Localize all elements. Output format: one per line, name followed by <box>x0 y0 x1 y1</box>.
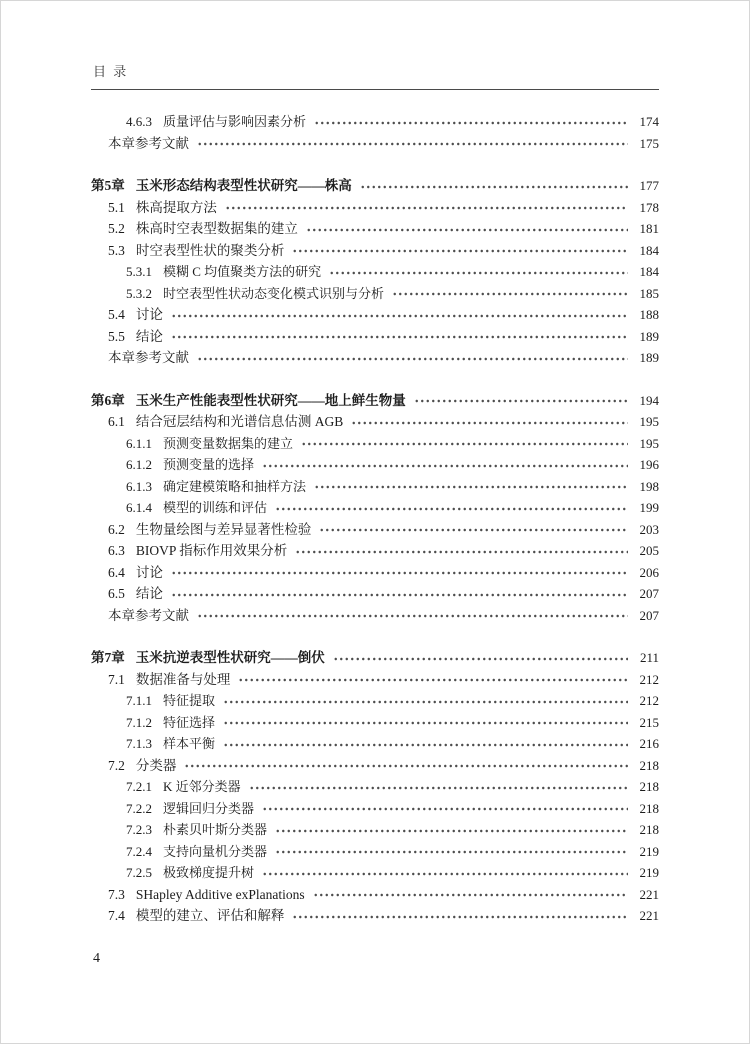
entry-page-number: 178 <box>639 199 659 215</box>
toc-chapter-entry <box>91 175 659 197</box>
entry-number: 6.2 <box>108 521 125 537</box>
entry-title: 结论 <box>135 586 163 601</box>
toc-entry <box>91 133 659 155</box>
entry-page-number: 206 <box>639 564 659 580</box>
entry-page-number: 207 <box>639 586 659 601</box>
entry-title: 玉米形态结构表型性状研究——株高 <box>135 178 352 193</box>
dot-leader <box>319 523 628 535</box>
toc-list <box>91 111 659 927</box>
toc-entry <box>91 905 659 927</box>
entry-page-number: 218 <box>639 757 659 773</box>
dot-leader <box>314 480 628 492</box>
entry-title: BIOVP 指标作用效果分析 <box>135 543 288 558</box>
entry-title: 支持向量机分类器 <box>163 843 268 859</box>
entry-number: 7.2.2 <box>126 800 152 816</box>
dot-leader <box>313 888 628 900</box>
toc-entry <box>91 776 659 798</box>
toc-entry <box>91 562 659 584</box>
entry-number: 第6章 <box>91 392 125 408</box>
entry-number: 7.1.3 <box>126 736 152 751</box>
entry-number: 5.3.2 <box>126 285 152 301</box>
dot-leader <box>249 781 628 793</box>
dot-leader <box>333 652 628 664</box>
entry-number: 7.1 <box>108 671 125 687</box>
toc-entry <box>91 197 659 219</box>
entry-number: 5.1 <box>108 199 125 215</box>
toc-entry <box>91 218 659 240</box>
entry-page-number: 212 <box>639 693 659 708</box>
entry-page-number: 216 <box>639 736 659 751</box>
toc-entry <box>91 283 659 305</box>
dot-leader <box>184 759 628 771</box>
entry-number: 6.1.3 <box>126 478 152 494</box>
toc-title: 目 录 <box>93 64 129 79</box>
toc-entry <box>91 712 659 734</box>
entry-title: 结合冠层结构和光谱信息估测 AGB <box>135 414 344 429</box>
dot-leader <box>262 802 628 814</box>
toc-entry <box>91 819 659 841</box>
dot-leader <box>414 394 628 406</box>
entry-page-number: 198 <box>639 478 659 494</box>
entry-page-number: 205 <box>639 543 659 558</box>
dot-leader <box>275 824 628 836</box>
toc-entry <box>91 111 659 133</box>
dot-leader <box>197 609 628 621</box>
toc-entry <box>91 497 659 519</box>
entry-title: 特征提取 <box>163 693 216 708</box>
dot-leader <box>292 244 628 256</box>
dot-leader <box>197 137 628 149</box>
entry-page-number: 189 <box>639 350 659 365</box>
dot-leader <box>238 673 628 685</box>
toc-entry <box>91 690 659 712</box>
dot-leader <box>295 545 628 557</box>
entry-title: 结论 <box>135 328 163 344</box>
entry-number: 7.1.1 <box>126 693 152 708</box>
entry-title: 预测变量数据集的建立 <box>163 435 294 451</box>
dot-leader <box>314 116 628 128</box>
toc-content <box>91 61 659 927</box>
entry-title: K 近邻分类器 <box>163 779 241 794</box>
entry-page-number: 207 <box>639 607 659 623</box>
entry-title: 模糊 C 均值聚类方法的研究 <box>163 264 322 279</box>
dot-leader <box>171 309 628 321</box>
entry-number: 7.2.1 <box>126 779 152 794</box>
entry-page-number: 196 <box>639 457 659 472</box>
entry-page-number: 175 <box>639 135 659 151</box>
entry-number: 5.4 <box>108 307 125 322</box>
entry-title: 预测变量的选择 <box>163 457 255 472</box>
toc-entry <box>91 733 659 755</box>
toc-entry <box>91 433 659 455</box>
dot-leader <box>262 867 628 879</box>
entry-title: 本章参考文献 <box>108 135 189 151</box>
entry-title: 本章参考文献 <box>108 350 189 365</box>
entry-page-number: 199 <box>639 500 659 515</box>
toc-entry <box>91 261 659 283</box>
entry-number: 6.1.1 <box>126 435 152 451</box>
entry-page-number: 218 <box>639 822 659 837</box>
entry-title: 特征选择 <box>163 714 216 730</box>
toc-entry <box>91 347 659 369</box>
entry-number: 7.1.2 <box>126 714 152 730</box>
entry-page-number: 212 <box>639 671 659 687</box>
entry-number: 6.1.4 <box>126 500 152 515</box>
dot-leader <box>351 416 628 428</box>
entry-title: 模型的建立、评估和解释 <box>135 908 285 923</box>
toc-entry <box>91 884 659 906</box>
toc-entry <box>91 326 659 348</box>
entry-title: 玉米抗逆表型性状研究——倒伏 <box>135 650 325 665</box>
entry-page-number: 184 <box>639 242 659 258</box>
entry-page-number: 203 <box>639 521 659 537</box>
entry-title: 分类器 <box>135 757 177 773</box>
toc-entry <box>91 755 659 777</box>
entry-number: 5.3 <box>108 242 125 258</box>
entry-title: 确定建模策略和抽样方法 <box>163 478 307 494</box>
toc-entry <box>91 583 659 605</box>
dot-leader <box>301 437 628 449</box>
dot-leader <box>223 695 628 707</box>
toc-chapter-entry <box>91 390 659 412</box>
dot-leader <box>306 223 628 235</box>
entry-number: 5.2 <box>108 221 125 236</box>
entry-page-number: 184 <box>639 264 659 279</box>
entry-title: 本章参考文献 <box>108 607 189 623</box>
entry-page-number: 218 <box>639 800 659 816</box>
entry-page-number: 195 <box>639 414 659 429</box>
entry-page-number: 189 <box>639 328 659 344</box>
entry-number: 6.3 <box>108 543 125 558</box>
entry-title: 样本平衡 <box>163 736 216 751</box>
entry-title: 逻辑回归分类器 <box>163 800 255 816</box>
toc-entry <box>91 519 659 541</box>
dot-leader <box>275 502 628 514</box>
entry-title: 时空表型性状动态变化模式识别与分析 <box>163 285 385 301</box>
entry-number: 7.2 <box>108 757 125 773</box>
toc-entry <box>91 841 659 863</box>
dot-leader <box>197 352 628 364</box>
dot-leader <box>292 910 628 922</box>
dot-leader <box>360 180 628 192</box>
entry-number: 4.6.3 <box>126 114 152 129</box>
toc-chapter-entry <box>91 647 659 669</box>
entry-title: 株高时空表型数据集的建立 <box>135 221 298 236</box>
entry-number: 6.1 <box>108 414 125 429</box>
dot-leader <box>275 845 628 857</box>
entry-number: 7.2.3 <box>126 822 152 837</box>
entry-page-number: 181 <box>639 221 659 236</box>
dot-leader <box>171 330 628 342</box>
toc-entry <box>91 862 659 884</box>
entry-page-number: 185 <box>639 285 659 301</box>
entry-page-number: 188 <box>639 307 659 322</box>
entry-number: 7.2.4 <box>126 843 152 859</box>
entry-title: 讨论 <box>135 307 163 322</box>
entry-title: 玉米生产性能表型性状研究——地上鲜生物量 <box>135 392 406 408</box>
entry-title: 株高提取方法 <box>135 199 217 215</box>
entry-page-number: 219 <box>639 843 659 859</box>
toc-entry <box>91 411 659 433</box>
toc-entry <box>91 476 659 498</box>
entry-title: 时空表型性状的聚类分析 <box>135 242 285 258</box>
entry-number: 6.5 <box>108 586 125 601</box>
entry-number: 6.1.2 <box>126 457 152 472</box>
dot-leader <box>329 266 628 278</box>
entry-number: 第5章 <box>91 178 125 193</box>
dot-leader <box>262 459 628 471</box>
footer-page-number: 4 <box>93 951 100 966</box>
entry-page-number: 221 <box>639 908 659 923</box>
entry-page-number: 174 <box>639 114 659 129</box>
entry-title: 朴素贝叶斯分类器 <box>163 822 268 837</box>
entry-number: 5.5 <box>108 328 125 344</box>
dot-leader <box>225 201 628 213</box>
entry-title: 数据准备与处理 <box>135 671 231 687</box>
entry-page-number: 195 <box>639 435 659 451</box>
entry-page-number: 215 <box>639 714 659 730</box>
dot-leader <box>171 566 628 578</box>
entry-title: SHapley Additive exPlanations <box>135 886 305 902</box>
toc-entry <box>91 240 659 262</box>
entry-number: 6.4 <box>108 564 125 580</box>
entry-page-number: 194 <box>639 392 659 408</box>
entry-page-number: 221 <box>639 886 659 902</box>
dot-leader <box>223 738 628 750</box>
toc-entry <box>91 669 659 691</box>
entry-number: 5.3.1 <box>126 264 152 279</box>
entry-title: 讨论 <box>135 564 163 580</box>
entry-title: 质量评估与影响因素分析 <box>163 114 307 129</box>
toc-entry <box>91 454 659 476</box>
toc-entry <box>91 304 659 326</box>
toc-entry <box>91 605 659 627</box>
entry-title: 模型的训练和评估 <box>163 500 268 515</box>
dot-leader <box>223 716 628 728</box>
entry-number: 7.3 <box>108 886 125 902</box>
header-rule <box>91 89 659 90</box>
entry-page-number: 211 <box>639 650 659 665</box>
entry-page-number: 177 <box>639 178 659 193</box>
entry-number: 第7章 <box>91 650 125 665</box>
entry-title: 生物量绘图与差异显著性检验 <box>135 521 312 537</box>
entry-title: 极致梯度提升树 <box>163 865 255 880</box>
entry-number: 7.4 <box>108 908 125 923</box>
dot-leader <box>171 588 628 600</box>
dot-leader <box>392 287 628 299</box>
toc-entry <box>91 540 659 562</box>
entry-page-number: 218 <box>639 779 659 794</box>
entry-number: 7.2.5 <box>126 865 152 880</box>
entry-page-number: 219 <box>639 865 659 880</box>
toc-entry <box>91 798 659 820</box>
